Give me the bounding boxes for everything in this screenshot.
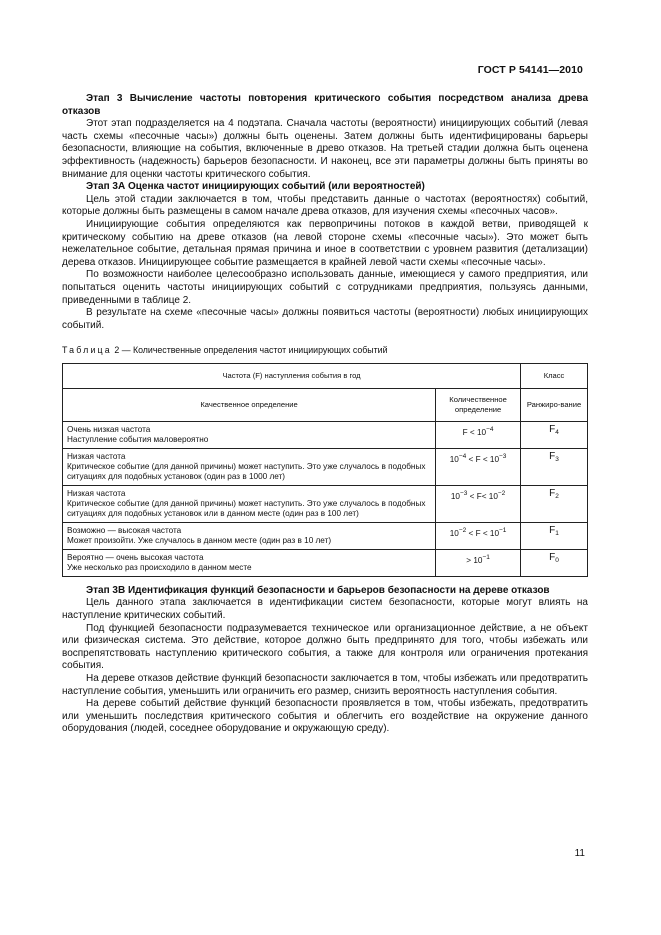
class-cell — [521, 485, 588, 522]
quantitative-part: −2 — [458, 526, 467, 534]
header-quantitative: Количественное определение — [436, 388, 521, 421]
quantitative-part: F < 10 — [462, 427, 487, 437]
frequency-description: Критическое событие (для данной причины) может наступить. Это уже случалось в подобных ситуациях для подобных установок или в данном месте (один раз в 100 лет) — [67, 498, 426, 518]
page-content — [62, 93, 588, 736]
quantitative-part: −4 — [458, 452, 467, 460]
quantitative-cell — [436, 485, 521, 522]
class-letter: F — [549, 487, 556, 499]
class-letter: F — [549, 423, 556, 435]
quantitative-part: −2 — [497, 489, 506, 497]
quantitative-part: < F < 10 — [466, 454, 500, 464]
class-letter: F — [549, 551, 556, 563]
header-qualitative: Качественное определение — [63, 388, 436, 421]
body-paragraph: На дереве событий действие функций безопасности проявляется в том, чтобы избежать, предотвратить или уменьшить последствия критического события и облегчить его воздействие на окружение данного оборудования (людей, соседнее оборудование и окружающую среду). — [62, 698, 588, 735]
section-3b-paragraphs — [62, 585, 588, 736]
quantitative-part: −1 — [499, 526, 507, 534]
class-letter: F — [549, 450, 556, 462]
page-number: 11 — [574, 848, 585, 859]
class-index: 2 — [555, 492, 559, 500]
frequency-description: Уже несколько раз происходило в данном месте — [67, 562, 252, 572]
table-caption — [62, 344, 588, 357]
section-heading: Этап 3В Идентификация функций безопасности и барьеров безопасности на дереве отказов — [86, 584, 550, 596]
quantitative-part: > 10 — [466, 555, 483, 565]
quantitative-cell — [436, 421, 521, 448]
table-row — [63, 549, 588, 576]
table-row — [63, 448, 588, 485]
frequency-name: Вероятно — очень высокая частота — [67, 552, 204, 562]
frequency-table — [62, 363, 588, 577]
class-index: 3 — [555, 455, 559, 463]
header-frequency-group: Частота (F) наступления события в год — [63, 363, 521, 388]
header-ranking: Ранжиро-вание — [521, 388, 588, 421]
section-heading: Этап 3 Вычисление частоты повторения критического события посредством анализа древа отказов — [62, 93, 588, 117]
class-cell — [521, 522, 588, 549]
quantitative-part: 10 — [449, 528, 459, 538]
section-3-paragraphs — [62, 93, 588, 332]
quantitative-part: −4 — [486, 425, 494, 433]
frequency-name: Очень низкая частота — [67, 424, 151, 434]
quantitative-part: < F < 10 — [466, 528, 500, 538]
table-subheader-row — [63, 388, 588, 421]
body-paragraph: На дереве отказов действие функций безопасности заключается в том, чтобы избежать или предотвратить наступление события, уменьшить или ограничить его размер, снизить вероятность наступления события. — [62, 673, 588, 697]
header-class: Класс — [521, 363, 588, 388]
table-caption-label: Таблица — [62, 345, 112, 356]
qualitative-cell — [63, 522, 436, 549]
body-paragraph: Инициирующие события определяются как первопричины потоков в каждой ветви, приводящей к критическому событию на древе отказов (на левой стороне схемы «песочные часы»). Это может быть нежелательное событие, детальная прямая причина и иное в соответствии с уровнем развития (детализации) дерева отказов. Инициирующее событие размещается в крайней левой части схемы «песочные часы». — [62, 218, 588, 268]
class-cell — [521, 421, 588, 448]
quantitative-part: −3 — [459, 489, 468, 497]
body-paragraph: В результате на схеме «песочные часы» должны появиться частоты (вероятности) любых инициирующих событий. — [62, 307, 588, 331]
body-paragraph: Цель данного этапа заключается в идентификации систем безопасности, которые могут влиять на наступление критических событий. — [62, 597, 588, 622]
quantitative-part: −3 — [499, 452, 507, 460]
quantitative-part: < F< 10 — [467, 491, 498, 501]
frequency-description: Критическое событие (для данной причины) может наступить. Это уже случалось в подобных ситуациях для подобных установок (один раз в 1000 лет) — [67, 461, 426, 481]
qualitative-cell — [63, 448, 436, 485]
body-paragraph: Этот этап подразделяется на 4 подэтапа. Сначала частоты (вероятности) инициирующих событий (левая часть схемы «песочные часы») должны быть оценены. Затем должны быть идентифицированы барьеры безопасности, влияющие на события, включенные в древо отказов. На третьей стадии должна быть оценена эффективность (надежность) барьеров безопасности. И наконец, все эти параметры должны быть приняты во внимание для оценки частоты критического события. — [62, 118, 588, 180]
body-paragraph: Цель этой стадии заключается в том, чтобы представить данные о частотах (вероятностях) событий, которые должны быть размещены в самом начале древа отказов, для изучения схемы «песочных часов». — [62, 193, 588, 218]
quantitative-part: −1 — [482, 553, 490, 561]
table-caption-text: — Количественные определения частот инициирующих событий — [121, 345, 388, 356]
table-caption-number: 2 — [114, 345, 120, 356]
document-id-header: ГОСТ Р 54141—2010 — [477, 64, 583, 76]
class-letter: F — [549, 524, 556, 536]
body-paragraph: По возможности наиболее целесообразно использовать данные, имеющиеся у самого предприятия, или попытаться оценить частоты инициирующих событий с сотрудниками предприятия, пользуясь данными, приведенными в таблице 2. — [62, 269, 588, 306]
frequency-description: Наступление события маловероятно — [67, 434, 209, 444]
qualitative-cell — [63, 421, 436, 448]
body-paragraph: Под функцией безопасности подразумевается техническое или организационное действие, а не объект или физическая система. Это действие, которое должно быть предпринято для того, чтобы избежать или воспрепятствовать наступлению критического события, а также для контроля или ограничения протекания события. — [62, 622, 588, 672]
quantitative-cell — [436, 522, 521, 549]
class-cell — [521, 448, 588, 485]
frequency-name: Возможно — высокая частота — [67, 525, 182, 535]
section-heading: Этап 3А Оценка частот инициирующих событий (или вероятностей) — [86, 181, 425, 193]
quantitative-part: 10 — [450, 491, 460, 501]
table-body — [63, 421, 588, 576]
quantitative-cell — [436, 549, 521, 576]
quantitative-part: 10 — [449, 454, 459, 464]
class-index: 0 — [555, 556, 559, 564]
class-index: 4 — [555, 428, 559, 436]
frequency-description: Может произойти. Уже случалось в данном месте (один раз в 10 лет) — [67, 535, 332, 545]
qualitative-cell — [63, 549, 436, 576]
table-header-row — [63, 363, 588, 388]
table-row — [63, 522, 588, 549]
frequency-name: Низкая частота — [67, 451, 126, 461]
qualitative-cell — [63, 485, 436, 522]
table-row — [63, 485, 588, 522]
frequency-name: Низкая частота — [67, 488, 126, 498]
class-index: 1 — [555, 529, 559, 537]
class-cell — [521, 549, 588, 576]
table-row — [63, 421, 588, 448]
quantitative-cell — [436, 448, 521, 485]
